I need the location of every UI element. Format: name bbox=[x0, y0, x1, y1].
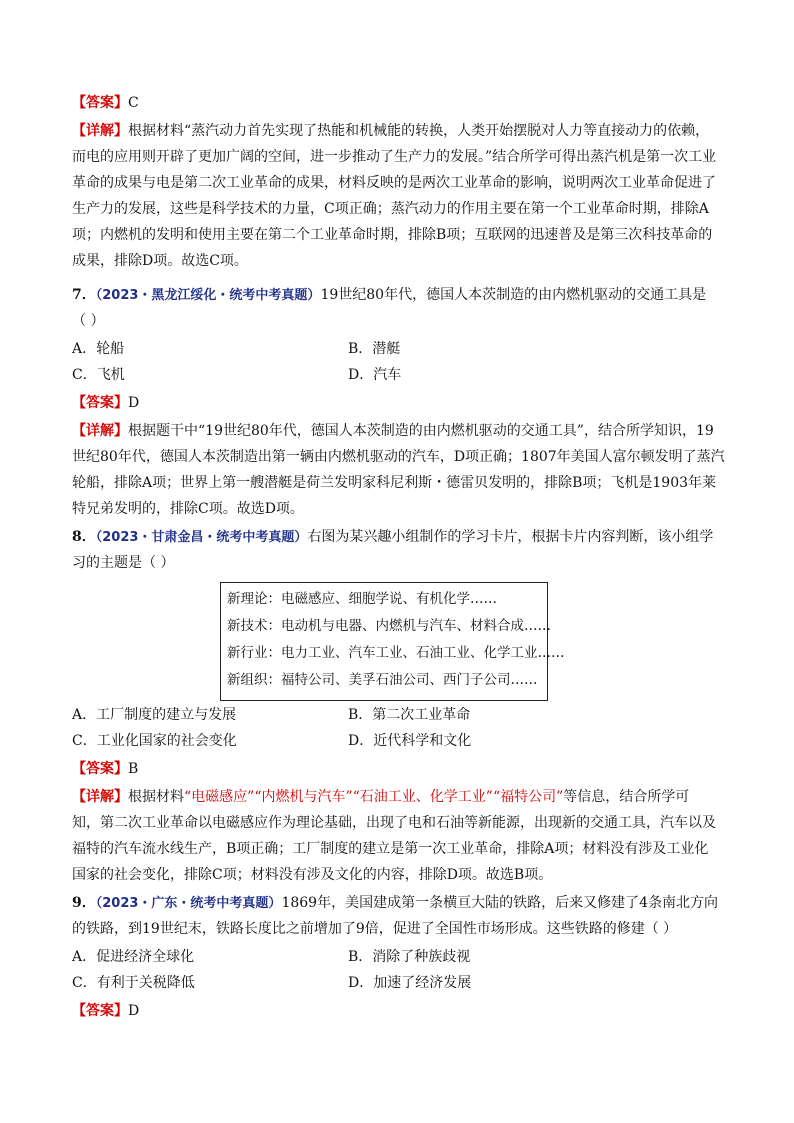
detail-tag: 【详解】 bbox=[72, 789, 128, 805]
question-number: 7． bbox=[72, 287, 96, 303]
card-row-organization: 新组织：福特公司、美孚石油公司、西门子公司…… bbox=[227, 672, 538, 688]
q9-option-a: A．促进经济全球化 bbox=[72, 949, 195, 965]
q8-answer-line bbox=[72, 759, 138, 779]
q6-detail-line-1 bbox=[72, 121, 709, 141]
detail-text: 根据题干中“19世纪80年代，德国人本茨制造的由内燃机驱动的交通工具”，结合所学知识，19 bbox=[128, 423, 714, 439]
q7-option-c: C．飞机 bbox=[72, 367, 125, 383]
detail-tag: 【详解】 bbox=[72, 423, 128, 439]
q8-option-c: C．工业化国家的社会变化 bbox=[72, 733, 237, 749]
q6-detail-line-5: 项；内燃机的发明和使用主要在第二个工业革命时期，排除B项；互联网的迅速普及是第三次科技革命的 bbox=[72, 227, 713, 243]
question-stem: 右图为某兴趣小组制作的学习卡片，根据卡片内容判断，该小组学 bbox=[307, 529, 714, 545]
q9-stem-line-2: 的铁路，到19世纪末，铁路长度比之前增加了9倍，促进了全国性市场形成。这些铁路的修建（ ） bbox=[72, 921, 678, 937]
question-source: （2023・甘肃金昌・统考中考真题） bbox=[95, 530, 308, 545]
q9-option-d: D．加速了经济发展 bbox=[348, 975, 472, 991]
q8-option-a: A．工厂制度的建立与发展 bbox=[72, 707, 237, 723]
q6-detail-line-3: 革命的成果与电是第二次工业革命的成果，材料反映的是两次工业革命的影响，说明两次工业革命促进了 bbox=[72, 175, 716, 191]
card-row-industry: 新行业：电力工业、汽车工业、石油工业、化学工业…… bbox=[227, 645, 565, 661]
answer-tag: 【答案】 bbox=[72, 395, 128, 411]
q8-option-d: D．近代科学和文化 bbox=[348, 733, 472, 749]
detail-text: 根据材料 bbox=[128, 789, 184, 805]
q7-option-a: A．轮船 bbox=[72, 341, 125, 357]
q7-detail-line-2: 世纪80年代，德国人本茨制造出第一辆由内燃机驱动的汽车，D项正确；1807年美国人富尔顿发明了蒸汽 bbox=[72, 449, 725, 465]
detail-text: 根据材料“蒸汽动力首先实现了热能和机械能的转换，人类开始摆脱对人力等直接动力的依赖， bbox=[128, 123, 710, 139]
answer-value: B bbox=[128, 761, 139, 777]
answer-tag: 【答案】 bbox=[72, 95, 128, 111]
q9-answer-line bbox=[72, 1001, 139, 1021]
q6-detail-line-2: 而电的应用则开辟了更加广阔的空间，进一步推动了生产力的发展。”结合所学可得出蒸汽机是第一次工业 bbox=[72, 149, 717, 165]
q8-stem-line-1 bbox=[72, 527, 713, 548]
q7-option-d: D．汽车 bbox=[348, 367, 402, 383]
answer-value: D bbox=[128, 395, 140, 411]
q8-detail-line-1 bbox=[72, 787, 689, 807]
q6-detail-line-4: 生产力的发展，这些是科学技术的力量，C项正确；蒸汽动力的作用主要在第一个工业革命时期，排除A bbox=[72, 201, 709, 217]
card-row-technology: 新技术：电动机与电器、内燃机与汽车、材料合成…… bbox=[227, 618, 551, 634]
detail-tag: 【详解】 bbox=[72, 123, 128, 139]
detail-text: 等信息，结合所学可 bbox=[563, 789, 690, 805]
answer-tag: 【答案】 bbox=[72, 761, 128, 777]
card-row-theory: 新理论：电磁感应、细胞学说、有机化学…… bbox=[227, 591, 497, 607]
q9-stem-line-1 bbox=[72, 893, 718, 914]
q7-answer-line bbox=[72, 393, 139, 413]
q6-detail-line-6: 成果，排除D项。故选C项。 bbox=[72, 253, 248, 269]
question-stem: 19世纪80年代，德国人本茨制造的由内燃机驱动的交通工具是 bbox=[320, 287, 707, 303]
q8-option-b: B．第二次工业革命 bbox=[348, 707, 471, 723]
answer-value: C bbox=[128, 95, 139, 111]
q9-option-c: C．有利于关税降低 bbox=[72, 975, 195, 991]
q8-detail-line-2: 知，第二次工业革命以电磁感应作为理论基础，出现了电和石油等新能源，出现新的交通工具，汽车以及 bbox=[72, 815, 716, 831]
question-number: 9． bbox=[72, 895, 96, 911]
q9-option-b: B．消除了种族歧视 bbox=[348, 949, 471, 965]
q8-detail-line-4: 国家的社会变化，排除C项；材料没有涉及文化的内容，排除D项。故选B项。 bbox=[72, 867, 553, 883]
detail-keywords: “电磁感应”“内燃机与汽车”“石油工业、化学工业”“福特公司” bbox=[184, 789, 564, 805]
q7-stem-line-2: （ ） bbox=[72, 313, 105, 329]
q7-detail-line-4: 特兄弟发明的，排除C项。故选D项。 bbox=[72, 501, 304, 517]
question-source: （2023・广东・统考中考真题） bbox=[95, 896, 282, 911]
q6-answer-line bbox=[72, 93, 139, 113]
question-stem: 1869年，美国建成第一条横亘大陆的铁路，后来又修建了4条南北方向 bbox=[281, 895, 718, 911]
question-source: （2023・黑龙江绥化・统考中考真题） bbox=[95, 288, 321, 303]
question-number: 8． bbox=[72, 529, 96, 545]
q7-detail-line-1 bbox=[72, 421, 714, 441]
q8-stem-line-2: 习的主题是（ ） bbox=[72, 555, 175, 571]
q7-detail-line-3: 轮船，排除A项；世界上第一艘潜艇是荷兰发明家科尼利斯・德雷贝发明的，排除B项；飞机是1903年莱 bbox=[72, 475, 717, 491]
answer-tag: 【答案】 bbox=[72, 1003, 128, 1019]
q7-option-b: B．潜艇 bbox=[348, 341, 401, 357]
answer-value: D bbox=[128, 1003, 140, 1019]
q7-stem-line-1 bbox=[72, 285, 706, 306]
q8-detail-line-3: 福特的汽车流水线生产，B项正确；工厂制度的建立是第一次工业革命，排除A项；材料没有涉及工业化 bbox=[72, 841, 709, 857]
study-card bbox=[220, 582, 565, 701]
